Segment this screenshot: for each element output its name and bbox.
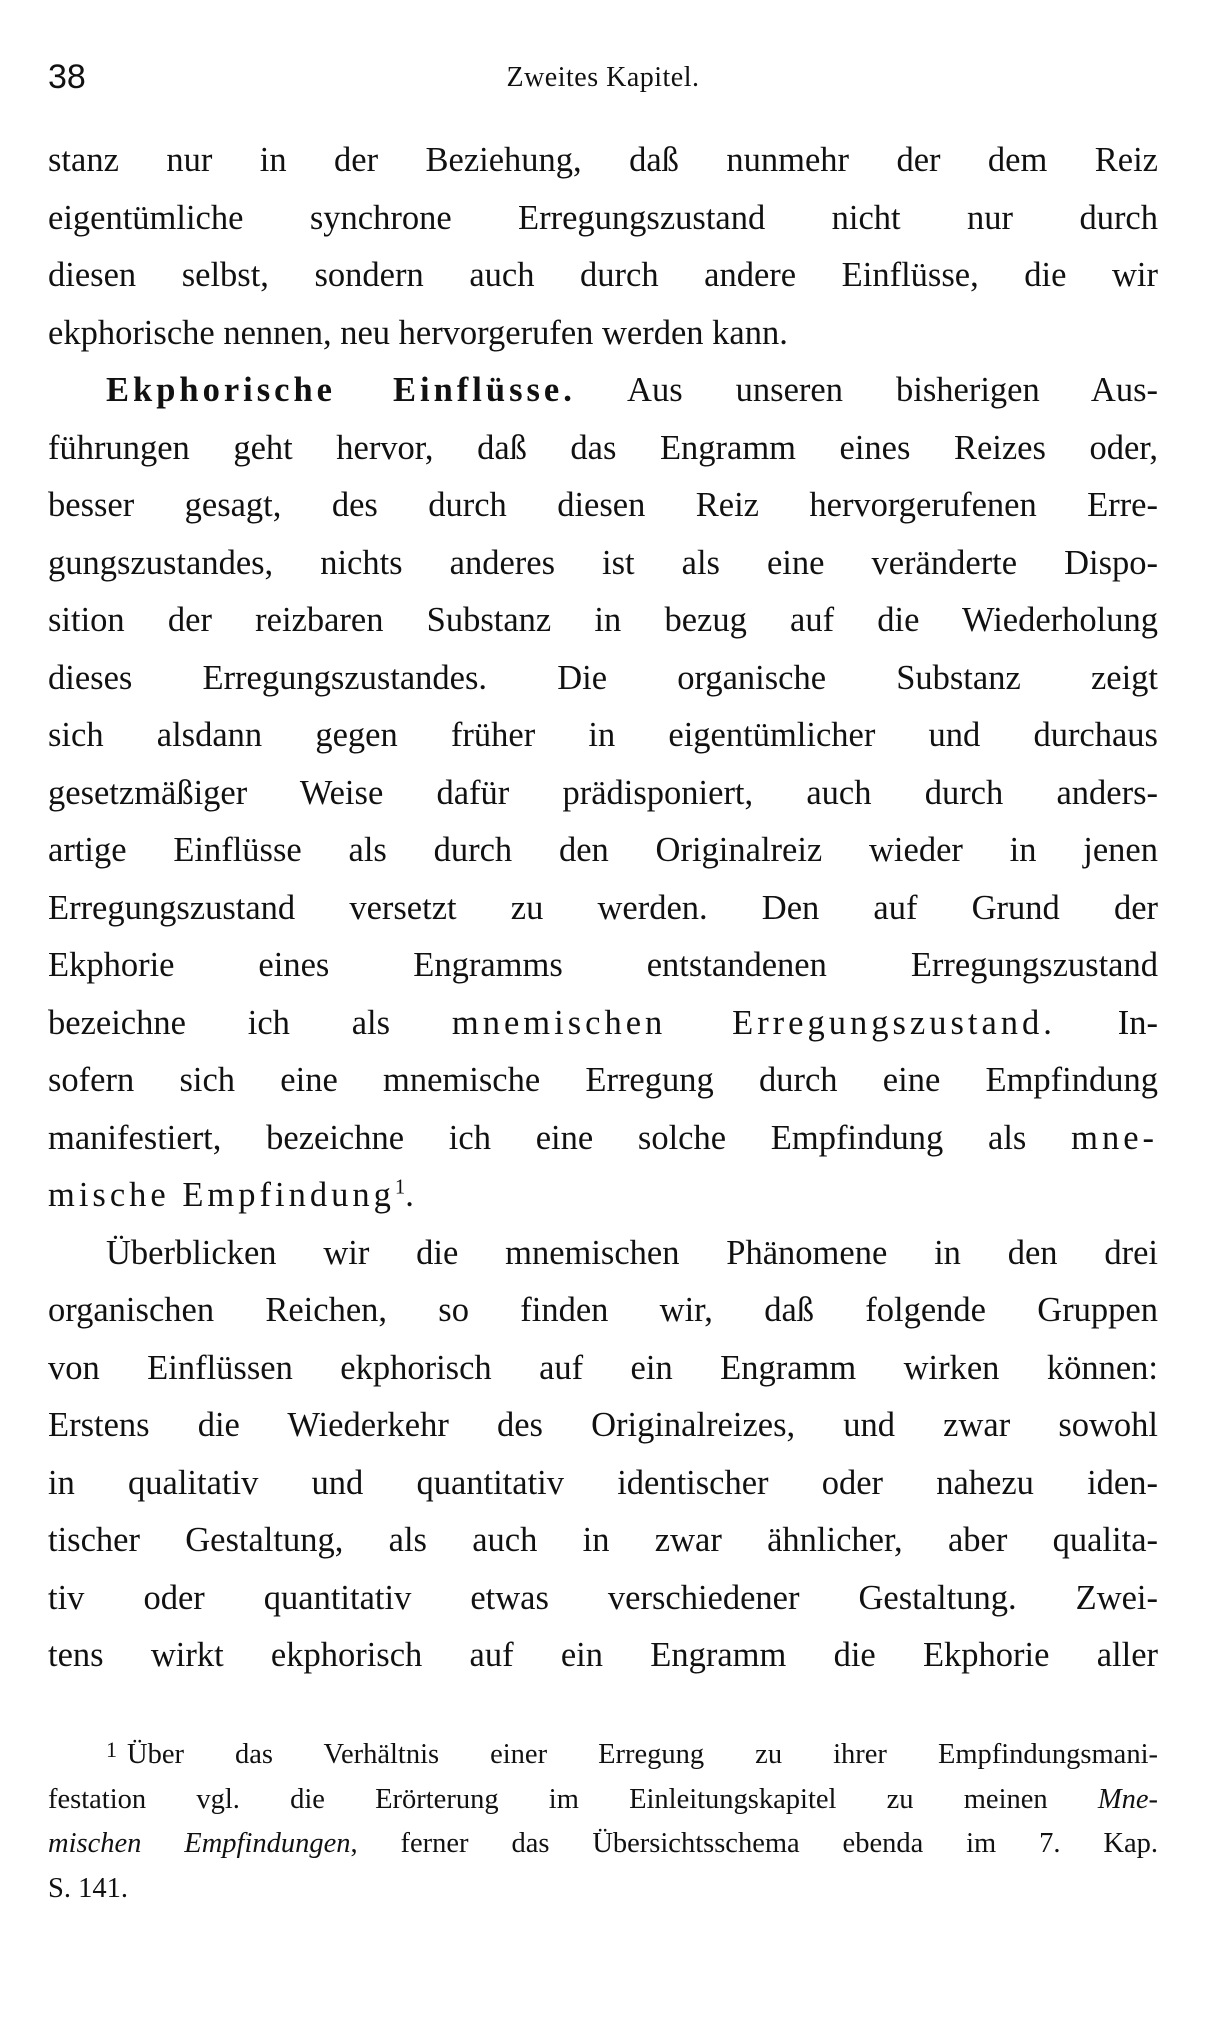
section-heading: Ekphorische Einflüsse. <box>106 371 576 409</box>
running-head: Zweites Kapitel. <box>506 62 700 93</box>
text-line: diesen selbst, sondern auch durch andere Einflüsse, die wir <box>48 256 1158 294</box>
footnote-text: , ferner das Übersichtsschema ebenda im 7. Kap. <box>350 1828 1158 1859</box>
text-line-term <box>48 995 1158 1053</box>
footnote-marker: 1 <box>106 1737 117 1762</box>
footnote-line <box>48 1778 1158 1823</box>
book-page <box>48 0 1158 2028</box>
text-fragment: manifestiert, bezeichne ich eine solche Empfindung als <box>48 1118 1027 1157</box>
footnote-text: festation vgl. die Erörterung im Einleitungskapitel zu meinen <box>48 1783 1048 1815</box>
text-line: artige Einflüsse als durch den Originalreiz wieder in jenen <box>48 831 1158 869</box>
text-line: tens wirkt ekphorisch auf ein Engramm die Ekphorie aller <box>48 1636 1158 1674</box>
text-line: tischer Gestaltung, als auch in zwar ähnlicher, aber qualita- <box>48 1521 1158 1559</box>
text-line: organischen Reichen, so finden wir, daß folgende Gruppen <box>48 1291 1158 1329</box>
footnote-block <box>48 1733 1158 1911</box>
footnote-line: S. 141. <box>48 1872 128 1904</box>
text-line: besser gesagt, des durch diesen Reiz hervorgerufenen Erre- <box>48 486 1158 524</box>
footnote-text: Über das Verhältnis einer Erregung zu ihrer Empfindungsmani- <box>127 1739 1158 1770</box>
text-fragment: In- <box>1117 1003 1158 1042</box>
text-line: Ekphorie eines Engramms entstandenen Erregungszustand <box>48 946 1158 984</box>
footnote-italic: Mne- <box>1097 1783 1159 1815</box>
text-line: eigentümliche synchrone Erregungszustand nicht nur durch <box>48 198 1158 237</box>
text-line: führungen geht hervor, daß das Engramm eines Reizes oder, <box>48 428 1158 467</box>
text-line-heading <box>48 362 1158 420</box>
text-line: gesetzmäßiger Weise dafür prädisponiert, auch durch anders- <box>48 773 1158 812</box>
text-line: sich alsdann gegen früher in eigentümlicher und durchaus <box>48 716 1158 754</box>
text-line-term <box>48 1110 1158 1168</box>
text-line: sition der reizbaren Substanz in bezug auf die Wiederholung <box>48 601 1158 639</box>
text-line: Überblicken wir die mnemischen Phänomene in den drei <box>106 1233 1158 1272</box>
spaced-term: mne- <box>1071 1118 1158 1157</box>
text-line: stanz nur in der Beziehung, daß nunmehr der dem Reiz <box>48 141 1158 179</box>
text-fragment: bezeichne ich als <box>48 1003 391 1042</box>
text-line: Erregungszustand versetzt zu werden. Den auf Grund der <box>48 888 1158 927</box>
footnote-reference[interactable]: 1 <box>394 1176 406 1199</box>
footnote-italic: mischen Empfindungen <box>48 1828 351 1859</box>
text-line: Erstens die Wiederkehr des Originalreizes, und zwar sowohl <box>48 1406 1158 1444</box>
text-line: dieses Erregungszustandes. Die organische Substanz zeigt <box>48 658 1158 697</box>
text-line: sofern sich eine mnemische Erregung durch eine Empfindung <box>48 1061 1158 1099</box>
text-line: tiv oder quantitativ etwas verschiedener Gestaltung. Zwei- <box>48 1578 1158 1617</box>
text-fragment: Aus unseren bisherigen Aus- <box>627 371 1158 409</box>
text-fragment: . <box>405 1176 414 1214</box>
text-line: gungszustandes, nichts anderes ist als eine veränderte Dispo- <box>48 543 1158 582</box>
text-line-term <box>48 1167 1158 1225</box>
page-number: 38 <box>48 58 86 96</box>
text-line: ekphorische nennen, neu hervorgerufen werden kann. <box>48 313 788 352</box>
text-line: in qualitativ und quantitativ identischer oder nahezu iden- <box>48 1463 1158 1502</box>
footnote-line <box>48 1733 1158 1778</box>
page-header <box>48 58 1158 108</box>
spaced-term: mnemischen Erregungszustand. <box>451 1003 1056 1042</box>
footnote-line <box>48 1822 1158 1867</box>
text-line: von Einflüssen ekphorisch auf ein Engramm wirken können: <box>48 1348 1158 1387</box>
main-text <box>48 132 1158 1685</box>
spaced-term: mische Empfindung <box>48 1176 395 1214</box>
